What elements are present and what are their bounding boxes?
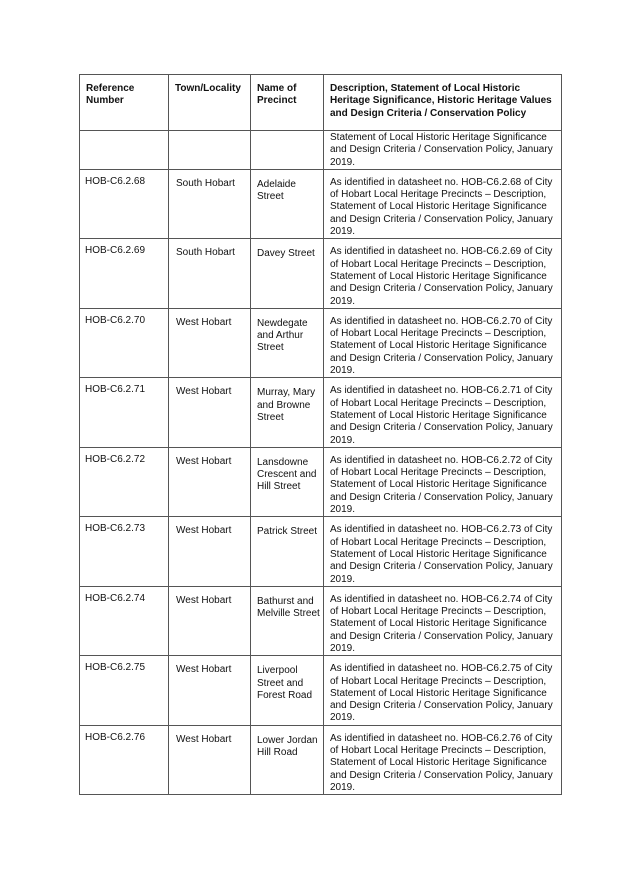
description-cell: As identified in datasheet no. HOB-C6.2.68 of City of Hobart Local Heritage Precincts – Description, Statement of Local Historic Heritage Significance and Design Criteria / Conservation Policy, January 2019. xyxy=(324,169,562,238)
table-row xyxy=(80,308,562,377)
precinct-cell: Murray, Mary and Browne Street xyxy=(251,378,324,447)
table-row xyxy=(80,517,562,586)
town-cell: West Hobart xyxy=(169,308,251,377)
header-reference-number: Reference Number xyxy=(80,75,169,131)
table-row xyxy=(80,169,562,238)
reference-cell: HOB-C6.2.70 xyxy=(80,308,169,377)
town-cell: West Hobart xyxy=(169,586,251,655)
description-cell: As identified in datasheet no. HOB-C6.2.71 of City of Hobart Local Heritage Precincts – Description, Statement of Local Historic Heritage Significance and Design Criteria / Conservation Policy, January 2019. xyxy=(324,378,562,447)
precinct-cell: Lower Jordan Hill Road xyxy=(251,725,324,794)
reference-cell: HOB-C6.2.75 xyxy=(80,656,169,725)
continuation-description: Statement of Local Historic Heritage Significance and Design Criteria / Conservation Policy, January 2019. xyxy=(324,131,562,170)
description-cell: As identified in datasheet no. HOB-C6.2.74 of City of Hobart Local Heritage Precincts – Description, Statement of Local Historic Heritage Significance and Design Criteria / Conservation Policy, January 2019. xyxy=(324,586,562,655)
precinct-cell: Liverpool Street and Forest Road xyxy=(251,656,324,725)
description-cell: As identified in datasheet no. HOB-C6.2.76 of City of Hobart Local Heritage Precincts – Description, Statement of Local Historic Heritage Significance and Design Criteria / Conservation Policy, January 2019. xyxy=(324,725,562,794)
table-row xyxy=(80,586,562,655)
precinct-cell: Bathurst and Melville Street xyxy=(251,586,324,655)
table-header-row xyxy=(80,75,562,131)
continuation-row xyxy=(80,131,562,170)
table-row xyxy=(80,447,562,516)
town-cell: West Hobart xyxy=(169,725,251,794)
header-precinct-name: Name of Precinct xyxy=(251,75,324,131)
table-row xyxy=(80,378,562,447)
heritage-precincts-table xyxy=(79,74,562,795)
precinct-cell: Lansdowne Crescent and Hill Street xyxy=(251,447,324,516)
description-cell: As identified in datasheet no. HOB-C6.2.70 of City of Hobart Local Heritage Precincts – Description, Statement of Local Historic Heritage Significance and Design Criteria / Conservation Policy, January 2019. xyxy=(324,308,562,377)
precinct-cell: Adelaide Street xyxy=(251,169,324,238)
header-description: Description, Statement of Local Historic Heritage Significance, Historic Heritage Values and Design Criteria / Conservation Policy xyxy=(324,75,562,131)
town-cell: South Hobart xyxy=(169,169,251,238)
description-cell: As identified in datasheet no. HOB-C6.2.72 of City of Hobart Local Heritage Precincts – Description, Statement of Local Historic Heritage Significance and Design Criteria / Conservation Policy, January 2019. xyxy=(324,447,562,516)
reference-cell: HOB-C6.2.72 xyxy=(80,447,169,516)
town-cell: West Hobart xyxy=(169,517,251,586)
precinct-cell: Newdegate and Arthur Street xyxy=(251,308,324,377)
reference-cell: HOB-C6.2.71 xyxy=(80,378,169,447)
town-cell: West Hobart xyxy=(169,656,251,725)
reference-cell: HOB-C6.2.76 xyxy=(80,725,169,794)
reference-cell: HOB-C6.2.74 xyxy=(80,586,169,655)
table-cell xyxy=(169,131,251,170)
table-row xyxy=(80,656,562,725)
table-cell xyxy=(251,131,324,170)
description-cell: As identified in datasheet no. HOB-C6.2.69 of City of Hobart Local Heritage Precincts – Description, Statement of Local Historic Heritage Significance and Design Criteria / Conservation Policy, January 2019. xyxy=(324,239,562,308)
precinct-cell: Patrick Street xyxy=(251,517,324,586)
reference-cell: HOB-C6.2.73 xyxy=(80,517,169,586)
precinct-cell: Davey Street xyxy=(251,239,324,308)
town-cell: West Hobart xyxy=(169,447,251,516)
town-cell: South Hobart xyxy=(169,239,251,308)
reference-cell: HOB-C6.2.69 xyxy=(80,239,169,308)
description-cell: As identified in datasheet no. HOB-C6.2.73 of City of Hobart Local Heritage Precincts – Description, Statement of Local Historic Heritage Significance and Design Criteria / Conservation Policy, January 2019. xyxy=(324,517,562,586)
reference-cell: HOB-C6.2.68 xyxy=(80,169,169,238)
town-cell: West Hobart xyxy=(169,378,251,447)
table-cell xyxy=(80,131,169,170)
table-row xyxy=(80,725,562,794)
description-cell: As identified in datasheet no. HOB-C6.2.75 of City of Hobart Local Heritage Precincts – Description, Statement of Local Historic Heritage Significance and Design Criteria / Conservation Policy, January 2019. xyxy=(324,656,562,725)
header-town-locality: Town/Locality xyxy=(169,75,251,131)
table-row xyxy=(80,239,562,308)
